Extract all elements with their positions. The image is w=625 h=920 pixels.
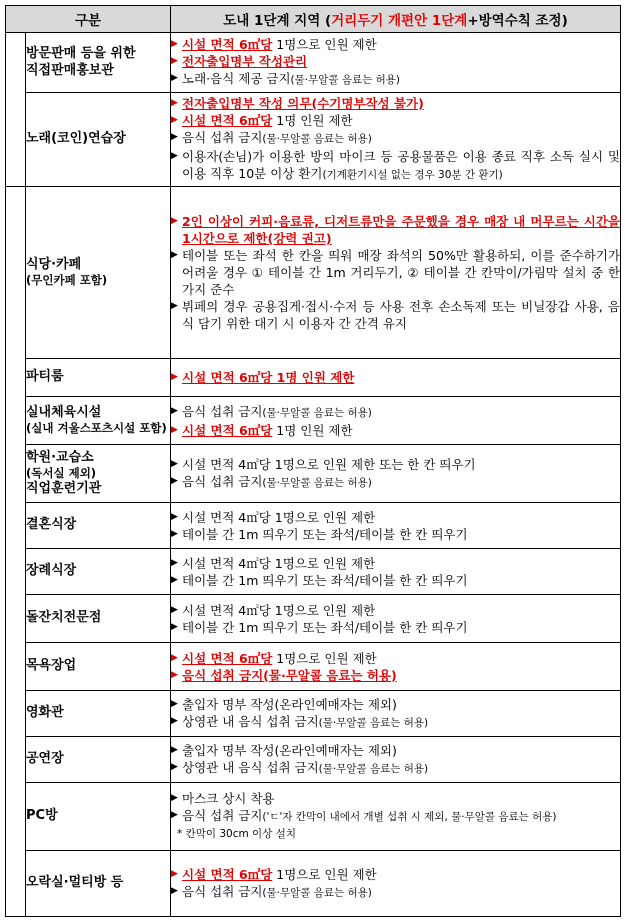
rule-cell [171,93,621,187]
table-row-restaurant [6,187,621,359]
bullet-triangle-icon: ▶ [171,458,178,469]
rule-text: 시설 면적 4㎡당 1명으로 인원 제한 또는 한 칸 띄우기 [182,456,476,472]
table-row-wedding [6,503,621,549]
category-cell [26,737,171,783]
category-name: 식당·카페 [26,257,82,273]
rule-cell [171,187,621,359]
rule-text: 노래·음식 제공 금지 [182,71,291,86]
rule-text: 음식 섭취 금지(물·무알콜 음료는 허용) [182,667,397,683]
rule-item [171,602,620,619]
rule-text-tail: 1명으로 인원 제한 [272,650,377,666]
bullet-triangle-icon: ▶ [171,652,178,663]
rule-cell [171,397,621,445]
category-name: 노래(코인)연습장 [26,131,126,147]
bullet-triangle-icon: ▶ [171,793,178,803]
rule-text: 이용자(손님)가 이용한 방의 마이크 등 공용물품은 이용 종료 직후 소독 실시 및 이용 직후 10분 이상 환기 [182,149,620,181]
rule-text: 테이블 또는 좌석 한 칸을 띄워 매장 좌석의 50%만 활용하되, 이를 준수하기가 어려울 경우 ① 테이블 간 1m 거리두기, ② 테이블 간 칸막이/가림막 설치 중 한 가지 준수 [182,248,620,297]
category-cell [26,851,171,917]
category-name: 장례식장 [26,563,77,579]
category-cell [26,359,171,397]
bullet-triangle-icon: ▶ [171,216,178,226]
rule-small-note: (물·무알콜 음료는 허용) [318,716,429,729]
bullet-triangle-icon: ▶ [171,424,178,435]
category-subnote: (무인카페 포함) [26,273,108,288]
rule-item [171,298,620,332]
rule-item [171,403,620,422]
rule-text: 시설 면적 4㎡당 1명으로 인원 제한 [182,555,376,571]
rule-item [171,148,620,184]
table-row-sales [6,33,621,93]
rule-cell [171,445,621,503]
rule-text: 상영관 내 음식 섭취 금지 [182,713,319,729]
rule-item [171,36,620,53]
rule-item [171,247,620,298]
rule-text: 시설 면적 6㎡당 [182,866,273,882]
rule-cell [171,549,621,595]
rule-text-tail: 1명으로 인원 제한 [272,37,377,52]
rule-cell [171,33,621,93]
rule-text: 전자출입명부 작성관리 [182,54,308,69]
table-body [6,33,621,917]
rule-text-tail: 1명으로 인원 제한 [272,866,377,882]
rule-small-note: (물·무알콜 음료는 허용) [262,886,372,899]
rule-small-note: (기계환기시설 없는 경우 30분 간 환기) [322,169,503,181]
rule-text: 마스크 상시 착용 [182,791,275,806]
rule-text: 음식 섭취 금지 [182,808,263,823]
table-row-party [6,359,621,397]
rule-cell [171,359,621,397]
bullet-triangle-icon: ▶ [171,698,178,709]
rule-cell [171,503,621,549]
rule-item [171,526,620,543]
bullet-triangle-icon: ▶ [171,301,178,311]
rule-text: 출입자 명부 작성(온라인예매자는 제외) [182,696,397,712]
rule-text: 시설 면적 4㎡당 1명으로 인원 제한 [182,509,376,525]
category-cell [26,643,171,691]
rule-item [171,555,620,572]
area-header [171,6,621,33]
rule-text: 출입자 명부 작성(온라인예매자는 제외) [182,742,397,758]
bullet-triangle-icon: ▶ [171,132,178,142]
rule-item [171,112,620,129]
table-row-academy [6,445,621,503]
bullet-triangle-icon: ▶ [171,810,178,820]
rule-cell [171,595,621,643]
rule-text: 전자출입명부 작성 의무(수기명부작성 불가) [182,96,424,111]
rule-cell [171,643,621,691]
rule-item [171,759,620,778]
rule-footnote: * 칸막이 30cm 이상 설치 [177,828,296,840]
rule-text: 시설 면적 6㎡당 [182,422,273,438]
rule-item [171,369,620,386]
rule-item [171,883,620,902]
category-name: 직업훈련기관 [26,480,102,496]
rule-item [171,70,620,89]
category-cell [26,549,171,595]
rule-item [171,696,620,713]
rule-item [171,509,620,526]
row-group-spacer [6,187,26,917]
rule-text: 테이블 간 1m 띄우기 또는 좌석/테이블 한 칸 띄우기 [182,619,468,635]
category-cell [26,595,171,643]
bullet-triangle-icon: ▶ [171,405,178,416]
rule-small-note: (물·무알콜 음료는 허용) [290,74,401,86]
rule-item [171,742,620,759]
bullet-triangle-icon: ▶ [171,761,178,772]
table-row-bath [6,643,621,691]
rule-small-note: (물·무알콜 음료는 허용) [262,476,372,489]
rule-text: 시설 면적 4㎡당 1명으로 인원 제한 [182,602,376,618]
bullet-triangle-icon: ▶ [171,557,178,568]
area-header-suffix: +방역수칙 조정) [467,13,568,29]
category-cell [26,93,171,187]
rule-cell [171,691,621,737]
table-header-row [6,6,621,33]
category-cell [26,397,171,445]
category-name: 파티룸 [26,369,64,385]
category-subnote: (실내 겨울스포츠시설 포함) [26,421,167,436]
category-name: 직접판매홍보관 [26,62,114,78]
rule-item [171,650,620,667]
table-row-theater [6,737,621,783]
category-name: 영화관 [26,705,64,721]
rule-text-tail: 1명 인원 제한 [272,113,353,128]
table-row-multiroom [6,851,621,917]
rule-text: 시설 면적 6㎡당 [182,37,273,52]
category-name: 돌잔치전문점 [26,610,102,626]
category-header: 구분 [6,6,171,33]
bullet-triangle-icon: ▶ [171,669,178,680]
area-header-highlight: 거리두기 개편안 1단계 [331,13,468,29]
rule-text: 뷔페의 경우 공용집게·접시·수저 등 사용 전후 손소독제 또는 비닐장갑 사용, 음식 담기 위한 대기 시 이용자 간 간격 유지 [182,299,620,331]
rule-item [171,619,620,636]
rule-text: 시설 면적 6㎡당 [182,113,273,128]
rule-small-note: (물·무알콜 음료는 허용) [262,406,372,419]
table-row-firstbirthday [6,595,621,643]
bullet-triangle-icon: ▶ [171,604,178,615]
rule-text: 테이블 간 1m 띄우기 또는 좌석/테이블 한 칸 띄우기 [182,572,468,588]
rule-text: 음식 섭취 금지 [182,130,263,145]
bullet-triangle-icon: ▶ [171,39,178,49]
category-name: PC방 [26,808,58,824]
category-name: 오락실·멀티방 등 [26,875,124,891]
bullet-triangle-icon: ▶ [171,151,178,161]
rule-item [171,866,620,883]
area-header-prefix: 도내 1단계 지역 ( [223,13,332,29]
bullet-triangle-icon: ▶ [171,115,178,125]
rule-item [171,456,620,473]
quarantine-rules-table [5,5,621,917]
category-name: 목욕장업 [26,658,77,674]
rule-item [171,129,620,148]
rule-text: 음식 섭취 금지 [182,883,263,899]
bullet-triangle-icon: ▶ [171,98,178,108]
category-name: 공연장 [26,751,64,767]
bullet-triangle-icon: ▶ [171,744,178,755]
rule-small-note: (물·무알콜 음료는 허용) [318,762,429,775]
bullet-triangle-icon: ▶ [171,621,178,632]
bullet-triangle-icon: ▶ [171,715,178,726]
bullet-triangle-icon: ▶ [171,250,178,260]
category-cell [26,445,171,503]
rule-text: 상영관 내 음식 섭취 금지 [182,759,319,775]
bullet-triangle-icon: ▶ [171,574,178,585]
rule-cell [171,783,621,851]
rule-item [171,713,620,732]
bullet-triangle-icon: ▶ [171,475,178,486]
rule-item [171,790,620,807]
bullet-triangle-icon: ▶ [171,868,178,879]
rule-text: 음식 섭취 금지 [182,403,263,419]
rule-text: 시설 면적 6㎡당 [182,650,273,666]
rule-text-tail: 1명 인원 제한 [272,422,353,438]
category-cell [26,503,171,549]
row-group-spacer [6,33,26,187]
rule-item [171,473,620,492]
rule-item [171,53,620,70]
rule-cell [171,851,621,917]
table-row-karaoke [6,93,621,187]
rule-cell [171,737,621,783]
rule-item [171,213,620,247]
bullet-triangle-icon: ▶ [171,73,178,83]
category-name: 실내체육시설 [26,405,102,421]
bullet-triangle-icon: ▶ [171,528,178,539]
category-name: 학원·교습소 [26,450,94,466]
rule-item [171,807,620,826]
rule-text: 테이블 간 1m 띄우기 또는 좌석/테이블 한 칸 띄우기 [182,526,468,542]
rule-text: 음식 섭취 금지 [182,473,263,489]
category-subnote: (독서실 제외) [26,466,97,481]
rule-item [171,422,620,439]
rule-text: 시설 면적 6㎡당 1명 인원 제한 [182,370,355,385]
table-row-cinema [6,691,621,737]
rule-item [171,667,620,684]
category-name: 결혼식장 [26,517,77,533]
bullet-triangle-icon: ▶ [171,372,178,382]
category-cell [26,187,171,359]
category-name: 방문판매 등을 위한 [26,46,136,62]
category-cell [26,33,171,93]
bullet-triangle-icon: ▶ [171,885,178,896]
rule-small-note: ('ㄷ'자 칸막이 내에서 개별 섭취 시 제외, 물·무알콜 음료는 허용) [262,811,557,823]
table-row-pc [6,783,621,851]
rule-small-note: (물·무알콜 음료는 허용) [262,133,372,145]
category-cell [26,783,171,851]
bullet-triangle-icon: ▶ [171,56,178,66]
table-row-funeral [6,549,621,595]
bullet-triangle-icon: ▶ [171,511,178,522]
category-cell [26,691,171,737]
rule-item [171,95,620,112]
rule-item [171,572,620,589]
rule-text: 2인 이상이 커피·음료류, 디저트류만을 주문했을 경우 매장 내 머무르는 시간을 1시간으로 제한(강력 권고) [182,214,620,246]
table-row-sports [6,397,621,445]
